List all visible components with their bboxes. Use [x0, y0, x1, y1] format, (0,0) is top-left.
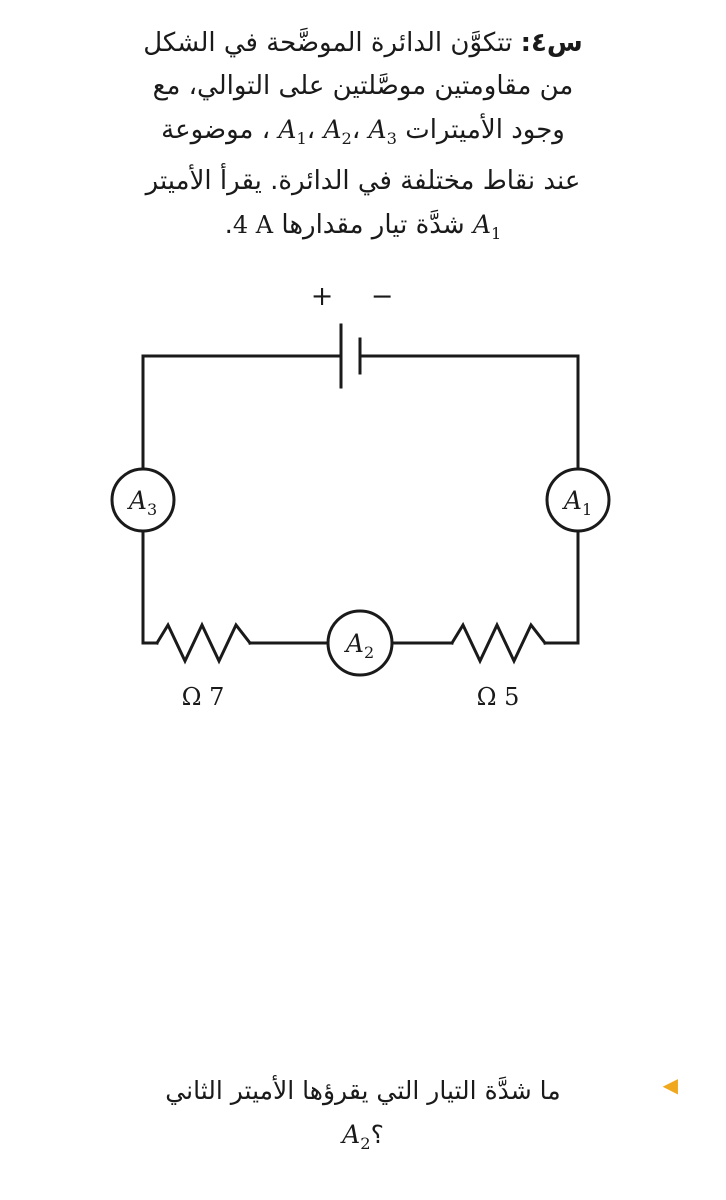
question-line-5-text: شدَّة تيار مقدارها [281, 210, 465, 240]
ammeter-symbol-a3-inline: $A_3$ [368, 115, 397, 148]
question-line-1-text: تتكوَّن الدائرة الموضَّحة في الشكل [143, 28, 513, 58]
question-line-3-text: وجود الأميترات [405, 115, 565, 145]
question-line-3: وجود الأميترات $A_1،$ $A_2،$ $A_3$ ، موضوعة [161, 115, 565, 148]
answer-question-mark: ؟ [370, 1120, 384, 1149]
question-line-4 [40, 160, 686, 203]
question-line-5 [40, 203, 686, 255]
resistor-right-label: 5 Ω [476, 683, 520, 711]
circuit-diagram-svg [0, 281, 726, 841]
answer-ammeter-symbol: $A_2$ [342, 1120, 371, 1153]
battery-plus-label: + [310, 281, 334, 312]
question-line-3-tail: ، موضوعة [161, 115, 271, 145]
answer-prompt-line-1 [36, 1069, 690, 1113]
ammeter-label-a1: $A_1$ [563, 486, 593, 519]
answer-prompt-line-2 [36, 1113, 690, 1166]
current-value: 4 A [232, 211, 274, 239]
question-line-4-text: عند نقاط مختلفة في الدائرة. يقرأ الأميتر [145, 166, 581, 196]
resistor-right-zigzag [452, 625, 545, 661]
battery-minus-label: − [370, 281, 394, 312]
reading-ammeter-symbol: $A_1$ [472, 210, 502, 243]
question-line-2-text: من مقاومتين موصَّلتين على التوالي، مع [152, 71, 574, 101]
answer-prompt-block [0, 1069, 726, 1166]
resistor-left-zigzag [157, 625, 250, 661]
question-period: . [224, 210, 233, 240]
ammeter-label-a2: $A_2$ [345, 629, 375, 662]
answer-prompt-text: ما شدَّة التيار التي يقرؤها الأميتر الثاني [165, 1076, 561, 1105]
question-label: س٤: [520, 28, 583, 58]
question-line-1 [40, 22, 686, 65]
bullet-marker-icon: ◀ [662, 1073, 678, 1097]
ammeter-symbol-a1-inline: $A_1$ [278, 115, 307, 148]
resistor-left-label: 7 Ω [181, 683, 225, 711]
ammeter-symbol-a2-inline: $A_2$ [323, 115, 352, 148]
question-line-2 [40, 65, 686, 108]
circuit-figure [0, 281, 726, 841]
ammeter-label-a3: $A_3$ [128, 486, 158, 519]
question-text-block [0, 0, 726, 255]
